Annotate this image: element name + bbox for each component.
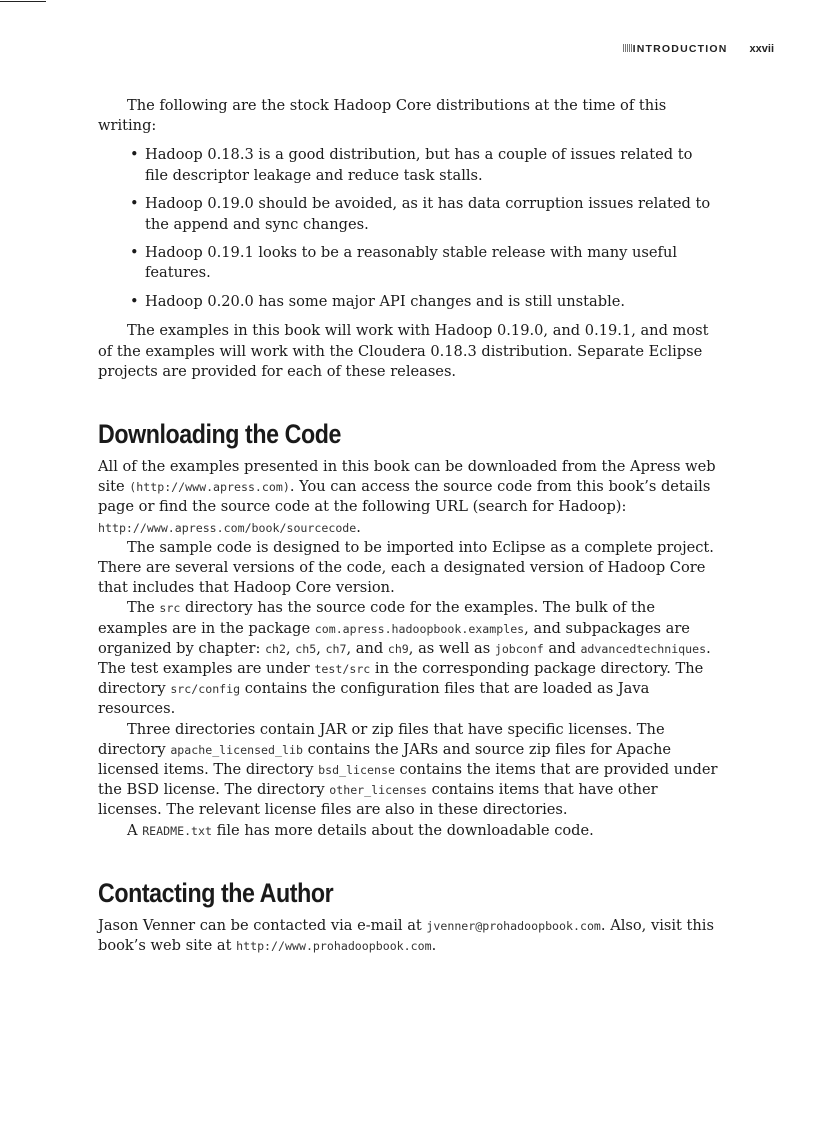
downloading-paragraph-1: All of the examples presented in this book can be downloaded from the Apress web site (http://www.apress.com). You can access the source code from this book’s details page or find the source code at the following URL (search for Hadoop): http://www.apress.com/book/sourcecode. (98, 457, 716, 536)
downloading-paragraph-3: The src directory has the source code for the examples. The bulk of the examples are in the package com.apress.hadoopbook.examples, and subpackages are organized by chapter: ch2, ch5, ch7, and ch9, as well as jobconf and advancedtechniques. The test examples are under test/src in the corresponding package directory. The directory src/config contains the configuration files that are loaded as Java resources. (98, 599, 711, 718)
source-code-url: http://www.apress.com/book/sourcecode (98, 520, 357, 535)
list-item: • Hadoop 0.19.0 should be avoided, as it has data corruption issues related to the append and sync changes. (145, 194, 720, 234)
contacting-paragraph: Jason Venner can be contacted via e-mail at jvenner@prohadoopbook.com. Also, visit this book’s web site at http://www.prohadoopbook.com. (98, 916, 714, 954)
downloading-paragraph-5: A README.txt file has more details about the downloadable code. (127, 821, 594, 839)
intro-closing: The examples in this book will work with Hadoop 0.19.0, and 0.19.1, and most of the examples will work with the Cloudera 0.18.3 distribution. Separate Eclipse projects are provided for each of these releases. (98, 322, 709, 380)
heading-contacting: Contacting the Author (98, 877, 334, 908)
apress-url: (http://www.apress.com) (129, 480, 290, 495)
downloading-paragraph-4: Three directories contain JAR or zip files that have specific licenses. The directory apache_licensed_lib contains the JARs and source zip files for Apache licensed items. The directory bsd_license contains the items that are provided under the BSD license. The directory other_licenses contains items that have other licenses. The relevant license files are also in these directories. (98, 720, 718, 819)
heading-downloading: Downloading the Code (98, 418, 341, 449)
list-item: • Hadoop 0.20.0 has some major API changes and is still unstable. (145, 292, 720, 312)
list-item: • Hadoop 0.19.1 looks to be a reasonably stable release with many useful features. (145, 243, 720, 283)
intro-lead: The following are the stock Hadoop Core distributions at the time of this writing: (98, 97, 667, 135)
running-head-section: INTRODUCTION (632, 43, 728, 55)
section-marker-icon (623, 44, 632, 52)
page-number: xxvii (749, 43, 774, 55)
author-website: http://www.prohadoopbook.com (236, 939, 432, 953)
distribution-list (98, 145, 720, 312)
author-email: jvenner@prohadoopbook.com (426, 918, 601, 933)
corner-rule (0, 1, 46, 2)
page-body (98, 96, 720, 956)
downloading-paragraph-2: The sample code is designed to be imported into Eclipse as a complete project. There are several versions of the code, each a designated version of Hadoop Core that includes that Hadoop Core version. (98, 538, 714, 597)
running-head (0, 43, 774, 55)
list-item: • Hadoop 0.18.3 is a good distribution, but has a couple of issues related to file descriptor leakage and reduce task stalls. (145, 145, 720, 185)
